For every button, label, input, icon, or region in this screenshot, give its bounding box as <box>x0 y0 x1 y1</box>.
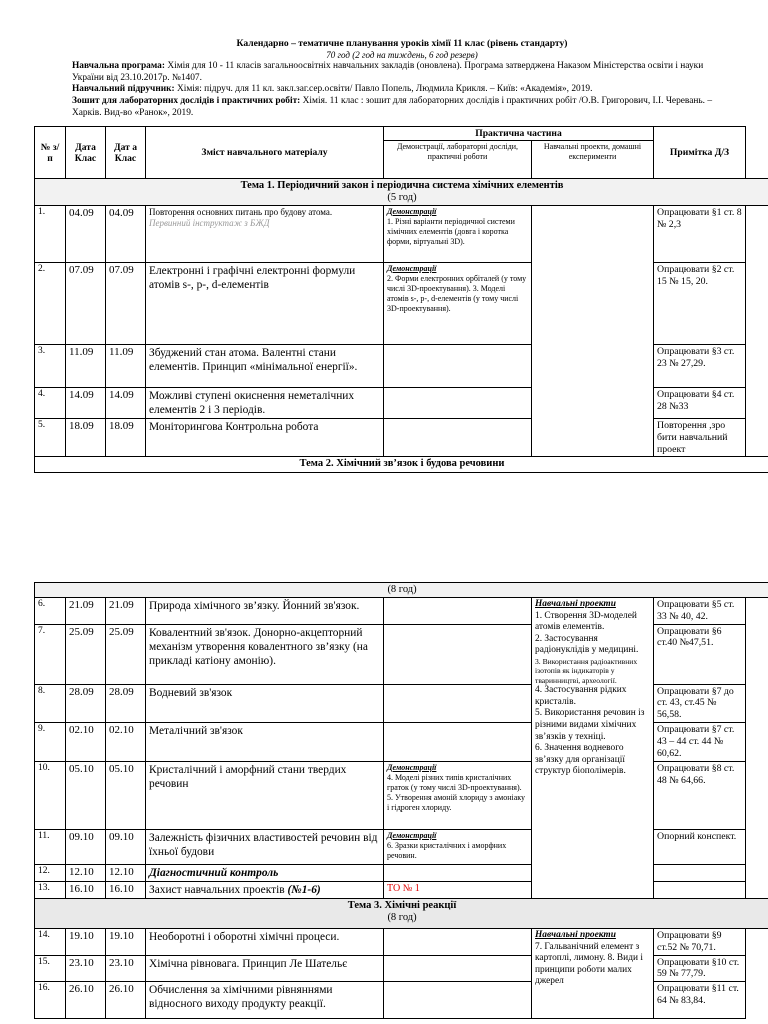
row-num: 2. <box>35 263 66 345</box>
empty-margin <box>746 206 768 457</box>
row-date2: 11.09 <box>106 345 146 388</box>
table-row <box>35 928 768 955</box>
row-num: 13. <box>35 881 66 898</box>
row-demo-head: Демонстрації <box>387 264 437 273</box>
row-demo <box>384 263 532 345</box>
row-note: Опрацювати §7 до ст. 43, ст.45 № 56,58. <box>654 684 746 722</box>
document-subtitle: 70 год (2 год на тиждень, 6 год резерв) <box>326 49 478 60</box>
row-demo <box>384 928 532 955</box>
col-header-demo: Демонстрації, лабораторні досліди, практичні роботи <box>384 141 532 179</box>
row-date: 23.10 <box>66 955 106 982</box>
row-content: Можливі ступені окиснення неметалічних елементів 2 і 3 періодів. <box>146 388 384 419</box>
row-demo <box>384 345 532 388</box>
row-demo <box>384 624 532 684</box>
row-projects <box>532 598 654 899</box>
program-text: Хімія для 10 - 11 класів загальноосвітніх навчальних закладів (оновлена). Програма затверджена Наказом Міністерства освіти і науки України від 23.10.2017р. №1407. <box>72 61 704 83</box>
program-label: Навчальна програма: <box>72 61 165 72</box>
textbook-label: Навчальний підручник: <box>72 84 175 95</box>
row-demo <box>384 864 532 881</box>
row-demo-text: 1. Різні варіанти періодичної системи хімічних елементів (довга і коротка форми, віртуальні 3D). <box>387 217 515 246</box>
plan-table-page1 <box>34 126 768 473</box>
projects-head: Навчальні проекти <box>535 929 616 940</box>
empty-margin <box>746 127 768 179</box>
row-num: 14. <box>35 928 66 955</box>
row-note: Опрацювати §6 ст.40 №47,51. <box>654 624 746 684</box>
row-num: 16. <box>35 982 66 1019</box>
row-date: 09.10 <box>66 829 106 864</box>
row-content: Металічний зв'язок <box>146 722 384 761</box>
row-demo-head: Демонстрації <box>387 830 437 840</box>
project-5: 5. Використання речовин із різними видами хімічних зв’язків у техніці. <box>535 708 645 742</box>
row-date: 28.09 <box>66 684 106 722</box>
row-content: Необоротні і оборотні хімічні процеси. <box>146 928 384 955</box>
row-date: 26.10 <box>66 982 106 1019</box>
empty-margin <box>746 928 768 1018</box>
row-demo <box>384 598 532 625</box>
row-content-bold: (№1-6) <box>287 883 321 896</box>
project-2: 2. Застосування радіонуклідів у медицині. <box>535 633 639 656</box>
row-date: 05.10 <box>66 761 106 829</box>
row-content <box>146 206 384 263</box>
table-row <box>35 345 768 388</box>
project-4: 4. Застосування рідких кристалів. <box>535 685 627 707</box>
row-content: Обчислення за хімічними рівняннями відносного виходу продукту реакції. <box>146 982 384 1019</box>
row-note: Опрацювати §10 ст. 59 № 77,79. <box>654 955 746 982</box>
table-row <box>35 955 768 982</box>
projects-text: 7. Гальванічний елемент з картоплі, лимону. 8. Види і принципи роботи малих джерел <box>535 941 643 987</box>
row-content-text: Захист навчальних проектів <box>149 883 285 896</box>
topic-3 <box>35 898 768 928</box>
row-note: Опрацювати §8 ст. 48 № 64,66. <box>654 761 746 829</box>
row-num: 7. <box>35 624 66 684</box>
row-date: 11.09 <box>66 345 106 388</box>
row-demo-text: 6. Зразки кристалічних і аморфних речовин. <box>387 840 507 860</box>
table-row <box>35 624 768 684</box>
table-row <box>35 419 768 457</box>
row-date: 25.09 <box>66 624 106 684</box>
row-num: 8. <box>35 684 66 722</box>
row-projects-empty <box>532 206 654 457</box>
row-date: 07.09 <box>66 263 106 345</box>
row-content: Діагностичний контроль <box>146 864 384 881</box>
col-header-note: Примітка Д/З <box>654 127 746 179</box>
row-date2: 02.10 <box>106 722 146 761</box>
row-date2: 09.10 <box>106 829 146 864</box>
row-note: Опрацювати §4 ст. 28 №33 <box>654 388 746 419</box>
table-row <box>35 598 768 625</box>
textbook-text: Хімія: підруч. для 11 кл. закл.заг.сер.освіти/ Павло Попель, Людмила Крикля. – Київ: «Академія», 2019. <box>177 84 593 95</box>
table-row <box>35 829 768 864</box>
row-num: 4. <box>35 388 66 419</box>
row-content: Водневий зв'язок <box>146 684 384 722</box>
row-note: Опрацювати §5 ст. 33 № 40, 42. <box>654 598 746 625</box>
row-note: Опрацювати §3 ст. 23 № 27,29. <box>654 345 746 388</box>
row-demo <box>384 829 532 864</box>
row-demo <box>384 206 532 263</box>
row-date2: 12.10 <box>106 864 146 881</box>
row-content: Природа хімічного зв’язку. Йонний зв'язок. <box>146 598 384 625</box>
notebook-line <box>72 96 732 119</box>
row-content-text: Повторення основних питань про будову атома. <box>149 207 333 217</box>
topic-3-hours: (8 год) <box>387 911 417 923</box>
row-date: 18.09 <box>66 419 106 457</box>
row-date2: 19.10 <box>106 928 146 955</box>
row-date2: 23.10 <box>106 955 146 982</box>
row-content: Моніторингова Контрольна робота <box>146 419 384 457</box>
row-content <box>146 881 384 898</box>
project-6: 6. Значення водневого зв’язку для організації структур біополімерів. <box>535 743 626 777</box>
row-num: 12. <box>35 864 66 881</box>
col-header-date: Дата Клас <box>66 127 106 179</box>
row-note: Опрацювати §7 ст. 43 – 44 ст. 44 № 60,62. <box>654 722 746 761</box>
row-date: 04.09 <box>66 206 106 263</box>
row-date2: 21.09 <box>106 598 146 625</box>
row-demo-text: 4. Моделі різних типів кристалічних граток (у тому числі 3D-проектування). 5. Утворення амоній хлориду з амоніаку і гідроген хлориду. <box>387 772 526 812</box>
row-num: 5. <box>35 419 66 457</box>
row-note: Опрацювати §1 ст. 8 № 2,3 <box>654 206 746 263</box>
table-row <box>35 388 768 419</box>
row-demo-red: ТО № 1 <box>384 881 532 898</box>
row-demo-head: Демонстрації <box>387 762 437 772</box>
document-header <box>72 38 732 119</box>
row-date: 19.10 <box>66 928 106 955</box>
row-num: 15. <box>35 955 66 982</box>
row-note: Опорний конспект. <box>654 829 746 864</box>
row-date2: 28.09 <box>106 684 146 722</box>
col-header-practical: Практична частина <box>384 127 654 141</box>
row-num: 11. <box>35 829 66 864</box>
col-header-projects: Навчальні проекти, домашні експерименти <box>532 141 654 179</box>
row-date: 21.09 <box>66 598 106 625</box>
row-date2: 18.09 <box>106 419 146 457</box>
topic-1-hours: (5 год) <box>387 192 417 203</box>
empty-margin <box>746 598 768 899</box>
table-row <box>35 206 768 263</box>
topic-3-title: Тема 3. Хімічні реакції <box>347 899 457 911</box>
row-date2: 07.09 <box>106 263 146 345</box>
col-header-num: № з/п <box>35 127 66 179</box>
row-date2: 04.09 <box>106 206 146 263</box>
row-date2: 05.10 <box>106 761 146 829</box>
row-projects <box>532 928 654 1018</box>
row-num: 1. <box>35 206 66 263</box>
row-note: Опрацювати §11 ст. 64 № 83,84. <box>654 982 746 1019</box>
row-num: 9. <box>35 722 66 761</box>
table-row <box>35 864 768 881</box>
topic-2-hours: (8 год) <box>35 583 768 598</box>
topic-1-title: Тема 1. Періодичний закон і періодична система хімічних елементів <box>240 180 564 191</box>
row-note: Опрацювати §2 ст. 15 № 15, 20. <box>654 263 746 345</box>
row-content: Збуджений стан атома. Валентні стани елементів. Принцип «мінімальної енергії». <box>146 345 384 388</box>
row-demo <box>384 722 532 761</box>
project-1: 1. Створення 3D-моделей атомів елементів. <box>535 610 637 633</box>
row-num: 3. <box>35 345 66 388</box>
document-title: Календарно – тематичне планування уроків хімії 11 клас (рівень стандарту) <box>236 38 568 49</box>
table-row <box>35 982 768 1019</box>
table-row <box>35 263 768 345</box>
row-date2: 26.10 <box>106 982 146 1019</box>
row-date2: 25.09 <box>106 624 146 684</box>
row-date: 02.10 <box>66 722 106 761</box>
row-content: Хімічна рівновага. Принцип Ле Шательє <box>146 955 384 982</box>
row-demo-head: Демонстрації <box>387 207 437 216</box>
textbook-line <box>72 84 732 96</box>
row-content: Ковалентний зв'язок. Донорно-акцепторний механізм утворення ковалентного зв’язку (на прикладі катіону амонію). <box>146 624 384 684</box>
row-note <box>654 864 746 881</box>
row-demo-text: 2. Форми електронних орбіталей (у тому числі 3D-проектування). 3. Моделі атомів s-, p-, d-елементів (у тому числі 3D-проектування). <box>387 274 527 313</box>
row-date: 16.10 <box>66 881 106 898</box>
notebook-text: Хімія. 11 клас : зошит для лабораторних дослідів і практичних робіт /О.В. Григорович, І.І. Черевань. – Харків. Вид-во «Ранок», 2019. <box>72 95 713 118</box>
row-content: Залежність фізичних властивостей речовин від їхньої будови <box>146 829 384 864</box>
row-content: Кристалічний і аморфний стани твердих речовин <box>146 761 384 829</box>
program-line <box>72 61 732 84</box>
row-demo <box>384 982 532 1019</box>
table-row <box>35 761 768 829</box>
row-num: 6. <box>35 598 66 625</box>
row-demo <box>384 684 532 722</box>
row-demo <box>384 955 532 982</box>
row-num: 10. <box>35 761 66 829</box>
row-demo <box>384 419 532 457</box>
plan-table-page2 <box>34 582 768 1019</box>
col-header-content: Зміст навчального матеріалу <box>146 127 384 179</box>
row-date2: 16.10 <box>106 881 146 898</box>
row-note: Повторення ,зро бити навчальний проект <box>654 419 746 457</box>
row-date2: 14.09 <box>106 388 146 419</box>
row-note: Опрацювати §9 ст.52 № 70,71. <box>654 928 746 955</box>
col-header-date2: Дат а Клас <box>106 127 146 179</box>
row-note <box>654 881 746 898</box>
table-row <box>35 684 768 722</box>
notebook-label: Зошит для лабораторних дослідів і практичних робіт: <box>72 95 301 106</box>
table-row <box>35 881 768 898</box>
topic-1 <box>35 179 768 206</box>
row-content-extra: Первинний інструктаж з БЖД <box>149 218 270 228</box>
row-demo <box>384 761 532 829</box>
projects-head: Навчальні проекти <box>535 599 616 609</box>
project-3: 3. Використання радіоактивних ізотопів як індикаторів у тваринництві, археології. <box>535 656 638 685</box>
table-row <box>35 722 768 761</box>
row-content: Електронні і графічні електронні формули атомів s-, p-, d-елементів <box>146 263 384 345</box>
row-date: 12.10 <box>66 864 106 881</box>
topic-2-title: Тема 2. Хімічний зв’язок і будова речовини <box>35 457 768 473</box>
row-date: 14.09 <box>66 388 106 419</box>
row-demo <box>384 388 532 419</box>
